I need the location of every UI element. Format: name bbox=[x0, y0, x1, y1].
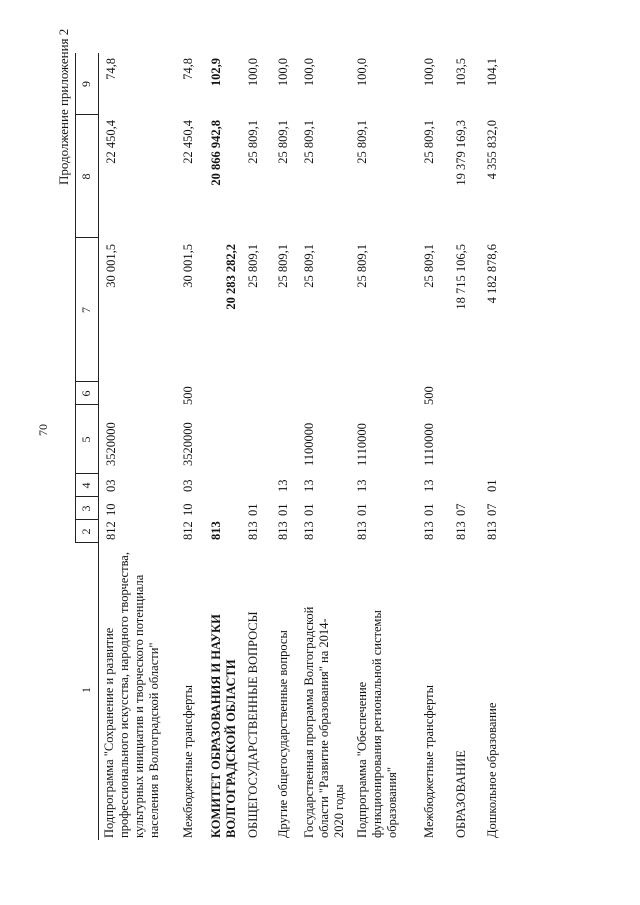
row-3-plan: 20 283 282,2 bbox=[224, 244, 238, 310]
row-10-plan: 4 182 878,6 bbox=[485, 244, 499, 304]
header-top-rule bbox=[75, 53, 76, 543]
row-9-percent: 103,5 bbox=[454, 58, 468, 87]
row-4-plan: 25 809,1 bbox=[246, 244, 260, 288]
continuation-note: Продолжение приложения 2 bbox=[56, 28, 71, 185]
row-8-section: 01 bbox=[422, 503, 436, 516]
row-2-subsection: 03 bbox=[181, 479, 195, 492]
row-6-target: 1100000 bbox=[302, 422, 316, 466]
row-4-section: 01 bbox=[246, 503, 260, 516]
row-2-percent: 74,8 bbox=[181, 58, 195, 80]
col-header-1: 1 bbox=[79, 687, 93, 693]
row-7-subsection: 13 bbox=[355, 479, 369, 492]
row-4-percent: 100,0 bbox=[246, 58, 260, 87]
row-1-name: Подпрограмма "Сохранение и развитие профессионального искусства, народного творчества, культурных инициатив и творческого потенциала населения в Волгоградской области" bbox=[102, 552, 161, 838]
row-1-section: 10 bbox=[104, 503, 118, 516]
col-header-5: 5 bbox=[79, 436, 93, 443]
col-header-2: 2 bbox=[79, 528, 93, 535]
row-7-actual: 25 809,1 bbox=[355, 120, 369, 164]
row-5-actual: 25 809,1 bbox=[276, 120, 290, 164]
row-1-code: 812 bbox=[104, 521, 118, 540]
col-header-8: 8 bbox=[79, 173, 93, 180]
row-3-name: КОМИТЕТ ОБРАЗОВАНИЯ И НАУКИ ВОЛГОГРАДСКОЙ ОБЛАСТИ bbox=[209, 614, 238, 838]
row-5-plan: 25 809,1 bbox=[276, 244, 290, 288]
row-8-expense-type: 500 bbox=[422, 386, 436, 405]
row-4-name: ОБЩЕГОСУДАРСТВЕННЫЕ ВОПРОСЫ bbox=[246, 611, 260, 838]
row-6-actual: 25 809,1 bbox=[302, 120, 316, 164]
row-6-name: Государственная программа Волгоградской области "Развитие образования" на 2014-2020 годы bbox=[302, 606, 346, 838]
row-9-plan: 18 715 106,5 bbox=[454, 244, 468, 310]
row-7-percent: 100,0 bbox=[355, 58, 369, 87]
row-1-percent: 74,8 bbox=[104, 58, 118, 80]
col-header-6: 6 bbox=[79, 390, 93, 397]
row-3-code: 813 bbox=[209, 521, 223, 540]
row-6-plan: 25 809,1 bbox=[302, 244, 316, 288]
row-2-code: 812 bbox=[181, 521, 195, 540]
row-6-subsection: 13 bbox=[302, 479, 316, 492]
row-2-name: Межбюджетные трансферты bbox=[181, 684, 195, 838]
col-header-3: 3 bbox=[79, 505, 93, 512]
row-1-subsection: 03 bbox=[104, 479, 118, 492]
row-10-actual: 4 355 832,0 bbox=[485, 120, 499, 180]
page-number: 70 bbox=[36, 424, 50, 436]
row-8-target: 1110000 bbox=[422, 423, 436, 466]
row-4-code: 813 bbox=[246, 521, 260, 540]
row-3-actual: 20 866 942,8 bbox=[209, 120, 223, 186]
row-10-code: 813 bbox=[485, 521, 499, 540]
row-2-actual: 22 450,4 bbox=[181, 120, 195, 164]
row-6-section: 01 bbox=[302, 503, 316, 516]
row-1-target: 3520000 bbox=[104, 422, 118, 466]
row-5-subsection: 13 bbox=[276, 479, 290, 492]
row-10-subsection: 01 bbox=[485, 479, 499, 492]
row-8-name: Межбюджетные трансферты bbox=[422, 684, 436, 838]
row-2-expense-type: 500 bbox=[181, 386, 195, 405]
row-3-percent: 102,9 bbox=[209, 58, 223, 87]
row-8-plan: 25 809,1 bbox=[422, 244, 436, 288]
row-7-section: 01 bbox=[355, 503, 369, 516]
row-1-plan: 30 001,5 bbox=[104, 244, 118, 288]
row-9-name: ОБРАЗОВАНИЕ bbox=[454, 750, 468, 838]
row-6-code: 813 bbox=[302, 521, 316, 540]
row-10-section: 07 bbox=[485, 503, 499, 516]
row-7-code: 813 bbox=[355, 521, 369, 540]
row-8-code: 813 bbox=[422, 521, 436, 540]
row-5-name: Другие общегосударственные вопросы bbox=[276, 630, 290, 838]
row-8-percent: 100,0 bbox=[422, 58, 436, 87]
row-10-name: Дошкольное образование bbox=[485, 702, 499, 838]
row-8-subsection: 13 bbox=[422, 479, 436, 492]
row-5-percent: 100,0 bbox=[276, 58, 290, 87]
col-header-4: 4 bbox=[79, 482, 93, 489]
row-7-name: Подпрограмма "Обеспечение функционирования региональной системы образования" bbox=[355, 610, 399, 838]
row-2-section: 10 bbox=[181, 503, 195, 516]
row-5-code: 813 bbox=[276, 521, 290, 540]
row-10-percent: 104,1 bbox=[485, 58, 499, 87]
row-7-target: 1110000 bbox=[355, 423, 369, 466]
col-header-9: 9 bbox=[79, 81, 93, 87]
row-7-plan: 25 809,1 bbox=[355, 244, 369, 288]
row-9-section: 07 bbox=[454, 503, 468, 516]
header-bottom-rule bbox=[98, 53, 99, 840]
row-2-plan: 30 001,5 bbox=[181, 244, 195, 288]
row-8-actual: 25 809,1 bbox=[422, 120, 436, 164]
row-6-percent: 100,0 bbox=[302, 58, 316, 87]
row-9-actual: 19 379 169,3 bbox=[454, 120, 468, 186]
row-1-actual: 22 450,4 bbox=[104, 120, 118, 164]
row-2-target: 3520000 bbox=[181, 422, 195, 466]
row-4-actual: 25 809,1 bbox=[246, 120, 260, 164]
row-9-code: 813 bbox=[454, 521, 468, 540]
col-header-7: 7 bbox=[79, 307, 93, 313]
row-5-section: 01 bbox=[276, 503, 290, 516]
